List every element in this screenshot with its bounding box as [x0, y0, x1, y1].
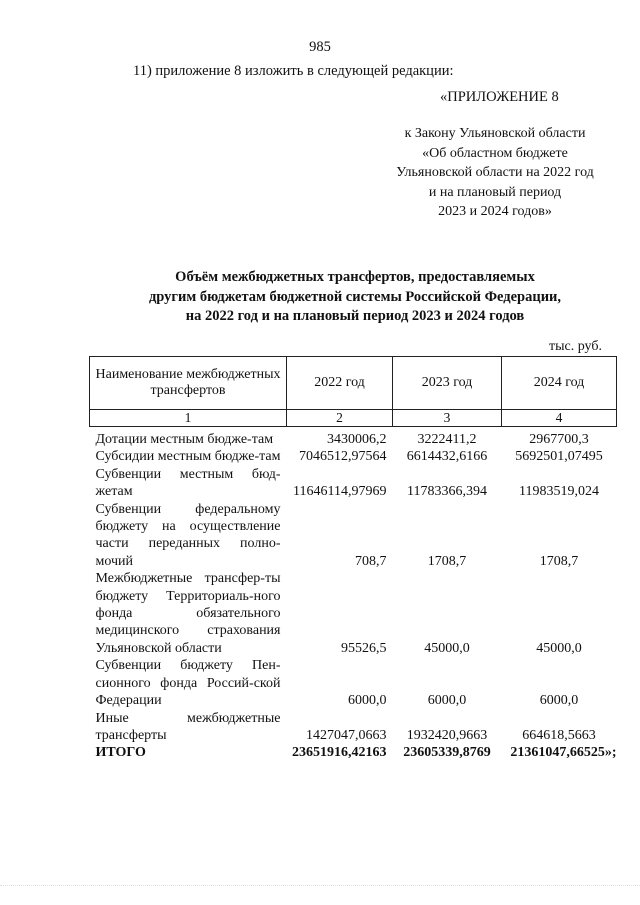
appendix-title: «ПРИЛОЖЕНИЕ 8: [440, 89, 559, 105]
value-2024: 45000,0: [536, 640, 582, 656]
value-2024: 1708,7: [539, 553, 579, 569]
document-title-line: другим бюджетам бюджетной системы Российской Федерации,: [148, 288, 562, 305]
header-name: Наименование межбюджетных трансфертов: [90, 357, 287, 410]
row-name: Субсидии местным бюдже-там: [95, 449, 281, 465]
total-label: ИТОГО: [95, 745, 146, 761]
value-2022: 95526,5: [341, 640, 387, 656]
value-2022: 1427047,0663: [306, 727, 387, 743]
table-header-row: [90, 357, 617, 410]
value-2023: 1932420,9663: [406, 727, 488, 743]
transfers-table: [89, 356, 617, 761]
value-2023: 6000,0: [427, 693, 467, 709]
amendment-intro: 11) приложение 8 изложить в следующей редакции:: [133, 63, 454, 79]
row-name: Субвенции бюджету Пен-сионного фонда Россий-ской Федерации: [95, 658, 281, 709]
row-name: Субвенции местным бюд-жетам: [95, 466, 281, 500]
value-2024: 664618,5663: [522, 727, 596, 743]
value-2022: 3430006,2: [327, 432, 387, 447]
value-2023: 6614432,6166: [406, 449, 488, 465]
value-2024: 11983519,024: [519, 484, 599, 500]
total-2024: 21361047,66525»;: [510, 745, 617, 761]
document-title: [90, 268, 620, 327]
value-2023: 45000,0: [424, 640, 470, 656]
value-2023: 3222411,2: [417, 432, 477, 447]
law-reference-line: «Об областном бюджете: [422, 145, 568, 161]
table-row: [90, 448, 617, 465]
header-2024: 2024 год: [502, 357, 617, 410]
value-2023: 1708,7: [427, 553, 467, 569]
value-2022: 11646114,97969: [293, 484, 387, 500]
header-2023: 2023 год: [393, 357, 502, 410]
table-row: [90, 501, 617, 571]
total-row: [90, 744, 617, 761]
column-number-row: [90, 410, 617, 427]
document-title-line: Объём межбюджетных трансфертов, предоставляемых: [175, 269, 535, 285]
value-2024: 6000,0: [539, 693, 579, 709]
value-2022: 708,7: [355, 553, 387, 569]
column-number: 1: [90, 410, 287, 427]
header-2022: 2022 год: [287, 357, 393, 410]
column-number: 4: [502, 410, 617, 427]
table-row: [90, 657, 617, 709]
scan-edge-line: [0, 885, 640, 890]
table-row: [90, 466, 617, 501]
value-2024: 5692501,07495: [515, 449, 603, 465]
law-reference: [365, 124, 625, 222]
units-label: тыс. руб.: [549, 339, 602, 354]
table-row: [90, 570, 617, 657]
value-2024: 2967700,3: [529, 432, 589, 447]
table-row: [90, 710, 617, 745]
row-name: Дотации местным бюдже-там: [95, 432, 274, 447]
row-name: Субвенции федеральному бюджету на осуществление части переданных полно-мочий: [95, 501, 281, 569]
row-name: Иные межбюджетные трансферты: [95, 710, 281, 743]
table-row: [90, 427, 617, 449]
value-2022: 7046512,97564: [299, 449, 387, 465]
column-number: 3: [393, 410, 502, 427]
row-name: Межбюджетные трансфер-ты бюджету Территориаль-ного фонда обязательного медицинского страхования Ульяновской области: [95, 571, 281, 656]
total-2023: 23605339,8769: [403, 745, 491, 761]
total-2022: 23651916,42163: [292, 745, 387, 761]
law-reference-line: к Закону Ульяновской области: [404, 126, 586, 141]
law-reference-line: и на плановый период: [428, 184, 562, 200]
value-2023: 11783366,394: [407, 484, 487, 500]
page-number: 985: [309, 39, 331, 55]
law-reference-line: 2023 и 2024 годов»: [438, 204, 552, 220]
value-2022: 6000,0: [348, 693, 387, 709]
law-reference-line: Ульяновской области на 2022 год: [396, 165, 594, 181]
document-title-line: на 2022 год и на плановый период 2023 и 2024 годов: [185, 308, 525, 324]
column-number: 2: [287, 410, 393, 427]
